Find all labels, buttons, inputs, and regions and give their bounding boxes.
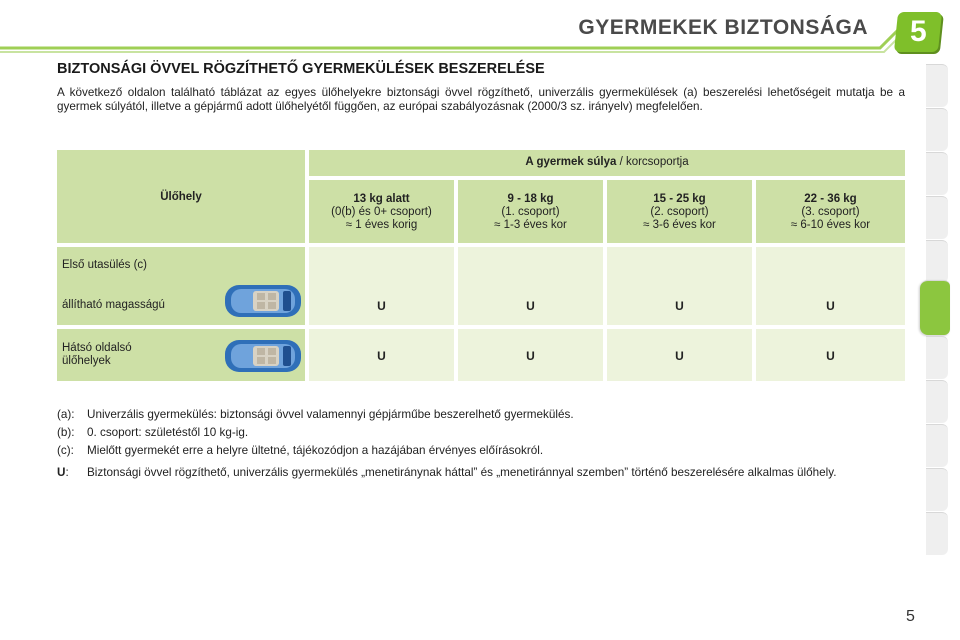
page-number: 5 (906, 608, 915, 625)
suitability-mark: U (826, 349, 835, 363)
suitability-mark: U (675, 349, 684, 363)
footnote-text: Univerzális gyermekülés: biztonsági övvel valamennyi gépjárműbe beszerelhető gyermekülés. (87, 408, 574, 421)
cell-rear-2 (607, 329, 752, 381)
u-sep: : (65, 466, 69, 479)
suitability-mark: U (675, 299, 684, 313)
suitability-mark: U (377, 299, 386, 313)
footnote-text: Mielőtt gyermekét erre a helyre ültetné, tájékozódjon a hazájában érvényes előírásokról. (87, 444, 544, 457)
section-title: BIZTONSÁGI ÖVVEL RÖGZÍTHETŐ GYERMEKÜLÉSEK BESZERELÉSE (57, 61, 545, 77)
group-age: ≈ 6-10 éves kor (790, 219, 871, 231)
footnote-u (57, 466, 905, 480)
group-header-2 (607, 180, 752, 243)
group-weight: 13 kg alatt (353, 193, 410, 205)
suitability-mark: U (526, 299, 535, 313)
weight-header-bold: A gyermek súlya (525, 156, 617, 168)
seat-row-sublabel: ülőhelyek (62, 355, 111, 367)
cell-front-1 (458, 247, 603, 325)
group-name: (1. csoport) (501, 206, 560, 218)
car-top-view-front-seat-icon (223, 281, 303, 321)
cell-rear-1 (458, 329, 603, 381)
group-age: ≈ 1-3 éves kor (494, 219, 567, 231)
cell-front-3 (756, 247, 905, 325)
chapter-number-badge (894, 12, 942, 52)
group-weight: 15 - 25 kg (653, 193, 706, 205)
footnote-b (57, 426, 905, 444)
footnote-key: (c): (57, 444, 74, 457)
footnote-a (57, 408, 905, 426)
suitability-mark: U (526, 349, 535, 363)
group-weight: 22 - 36 kg (804, 193, 857, 205)
group-header-3 (756, 180, 905, 243)
group-header-0 (309, 180, 454, 243)
page-header (0, 0, 960, 58)
chapter-tab[interactable] (926, 380, 948, 423)
chapter-number: 5 (909, 15, 927, 48)
seat-row-front (57, 247, 305, 325)
footnote-key: (a): (57, 408, 75, 421)
chapter-tab[interactable] (926, 108, 948, 151)
seat-column-header: Ülőhely (57, 150, 305, 243)
seat-row-sublabel: állítható magasságú (62, 299, 165, 311)
group-age: ≈ 1 éves korig (345, 219, 418, 231)
chapter-tab-active[interactable] (920, 280, 950, 335)
chapter-tab[interactable] (926, 196, 948, 239)
group-weight: 9 - 18 kg (507, 193, 554, 205)
group-name: (3. csoport) (801, 206, 860, 218)
footnote-key (57, 466, 69, 479)
suitability-mark: U (826, 299, 835, 313)
intro-paragraph: A következő oldalon található táblázat az egyes ülőhelyekre biztonsági övvel rögzíthető, univerzális gyermekülések (a) beszerelési lehetőségeit mutatja be a gyermek súlyától, illetve a gépjármű adott ülőhelyétől függően, az európai szabályozásnak (2000/3 sz. irányelv) megfelelően. (57, 86, 905, 113)
footnotes (57, 408, 905, 480)
weight-header (309, 150, 905, 176)
cell-rear-0 (309, 329, 454, 381)
footnote-c (57, 444, 905, 462)
seat-row-label: Hátsó oldalsó (62, 342, 132, 354)
cell-front-2 (607, 247, 752, 325)
footnote-key: (b): (57, 426, 75, 439)
chapter-tab[interactable] (926, 468, 948, 511)
group-name: (2. csoport) (650, 206, 709, 218)
chapter-title: GYERMEKEK BIZTONSÁGA (578, 16, 868, 39)
chapter-tab[interactable] (926, 424, 948, 467)
footnote-text: 0. csoport: születéstől 10 kg-ig. (87, 426, 249, 439)
chapter-tab[interactable] (926, 240, 948, 283)
seat-row-label: Első utasülés (c) (62, 259, 148, 271)
u-key: U (57, 466, 66, 479)
chapter-tab[interactable] (926, 336, 948, 379)
group-name: (0(b) és 0+ csoport) (331, 206, 432, 218)
cell-rear-3 (756, 329, 905, 381)
suitability-mark: U (377, 349, 386, 363)
chapter-tab[interactable] (926, 64, 948, 107)
seat-row-rear (57, 329, 305, 381)
group-header-1 (458, 180, 603, 243)
cell-front-0 (309, 247, 454, 325)
car-top-view-rear-seat-icon (223, 336, 303, 376)
weight-header-rest: / korcsoportja (616, 156, 689, 168)
chapter-tab[interactable] (926, 512, 948, 555)
group-age: ≈ 3-6 éves kor (643, 219, 716, 231)
chapter-tabs (926, 64, 952, 576)
chapter-tab[interactable] (926, 152, 948, 195)
footnote-text: Biztonsági övvel rögzíthető, univerzális gyermekülés „menetiránynak háttal” és „menetiránnyal szemben” történő beszerelésére alkalmas ülőhely. (87, 466, 837, 479)
